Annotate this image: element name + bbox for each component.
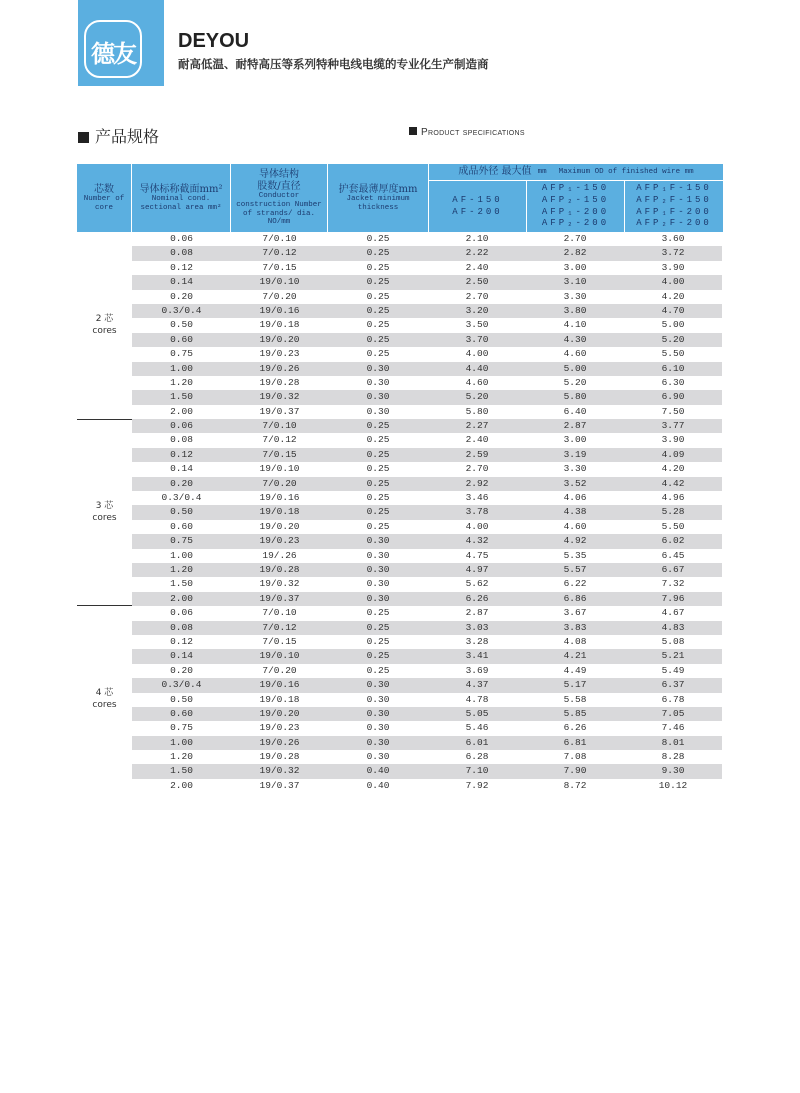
area-cell: 1.00 <box>170 362 193 374</box>
conductor-cell: 19/0.10 <box>259 650 300 662</box>
table-row <box>132 592 722 606</box>
conductor-cell: 7/0.10 <box>262 233 297 244</box>
conductor-cell: 19/0.37 <box>259 405 300 417</box>
od-afpf-cell: 5.00 <box>661 319 685 331</box>
od-afpf-cell: 7.05 <box>661 707 685 719</box>
conductor-cell: 19/0.16 <box>259 492 300 504</box>
table-row <box>132 549 722 563</box>
header-area: 导体标称截面mm² Nominal cond. sectional area mm² <box>132 164 230 232</box>
area-cell: 0.3/0.4 <box>161 679 202 691</box>
od-afpf-cell: 6.30 <box>661 376 685 388</box>
area-cell: 1.00 <box>170 549 193 561</box>
area-cell: 0.08 <box>170 621 193 633</box>
area-cell: 0.75 <box>170 722 193 734</box>
od-afpf-cell: 4.96 <box>661 492 685 504</box>
conductor-cell: 19/0.37 <box>259 779 300 791</box>
od-afpf-cell: 4.09 <box>661 448 685 460</box>
table-row <box>132 764 722 778</box>
area-cell: 0.50 <box>170 693 193 705</box>
od-af-cell: 5.46 <box>465 722 489 734</box>
table-row <box>132 721 722 735</box>
area-cell: 0.14 <box>170 463 193 475</box>
od-afpf-cell: 10.12 <box>658 779 688 791</box>
od-afpf-cell: 4.20 <box>661 463 685 475</box>
table-row <box>132 318 722 332</box>
table-row <box>132 678 722 692</box>
table-row <box>132 419 722 433</box>
od-af-cell: 7.92 <box>465 779 489 791</box>
jacket-cell: 0.25 <box>366 333 390 345</box>
od-afp-cell: 5.00 <box>563 362 587 374</box>
table-row <box>132 275 722 289</box>
table-row <box>132 246 722 260</box>
od-afp-cell: 2.70 <box>563 233 587 244</box>
od-afpf-cell: 4.00 <box>661 276 685 288</box>
conductor-cell: 19/0.16 <box>259 304 300 316</box>
conductor-cell: 19/0.10 <box>259 463 300 475</box>
od-afp-cell: 7.08 <box>563 751 587 763</box>
od-afpf-cell: 4.20 <box>661 290 685 302</box>
area-cell: 0.12 <box>170 448 193 460</box>
header-type-afp: AFP₁-150 AFP₂-150 AFP₁-200 AFP₂-200 <box>527 181 624 232</box>
table-row <box>132 563 722 577</box>
table-row <box>132 433 722 447</box>
conductor-cell: 19/.26 <box>262 549 297 561</box>
header-conductor: 导体结构 股数/直径 Conductor construction Number of strands/ dia. NO/mm <box>231 164 327 232</box>
od-afpf-cell: 7.32 <box>661 578 685 590</box>
od-afp-cell: 6.26 <box>563 722 587 734</box>
header-type-afpf: AFP₁F-150 AFP₂F-150 AFP₁F-200 AFP₂F-200 <box>625 181 723 232</box>
conductor-cell: 7/0.10 <box>262 420 297 432</box>
od-afp-cell: 4.49 <box>563 664 587 676</box>
conductor-cell: 19/0.20 <box>259 707 300 719</box>
logo <box>78 0 164 86</box>
od-afpf-cell: 3.72 <box>661 247 685 259</box>
od-af-cell: 5.62 <box>465 578 489 590</box>
od-afp-cell: 2.87 <box>563 420 587 432</box>
od-af-cell: 4.00 <box>465 520 489 532</box>
table-row <box>132 304 722 318</box>
jacket-cell: 0.40 <box>366 765 390 777</box>
conductor-cell: 19/0.10 <box>259 276 300 288</box>
area-cell: 0.06 <box>170 420 193 432</box>
conductor-cell: 7/0.15 <box>262 261 297 273</box>
jacket-cell: 0.25 <box>366 348 390 360</box>
area-cell: 0.75 <box>170 348 193 360</box>
jacket-cell: 0.25 <box>366 492 390 504</box>
od-afp-cell: 5.17 <box>563 679 587 691</box>
od-afpf-cell: 7.96 <box>661 592 685 604</box>
conductor-cell: 7/0.15 <box>262 635 297 647</box>
od-af-cell: 7.10 <box>465 765 489 777</box>
od-afp-cell: 5.35 <box>563 549 587 561</box>
jacket-cell: 0.30 <box>366 563 390 575</box>
conductor-cell: 19/0.20 <box>259 333 300 345</box>
od-afpf-cell: 7.46 <box>661 722 685 734</box>
od-afpf-cell: 6.37 <box>661 679 685 691</box>
area-cell: 0.3/0.4 <box>161 304 202 316</box>
area-cell: 0.3/0.4 <box>161 492 202 504</box>
conductor-cell: 19/0.37 <box>259 592 300 604</box>
core-group-label: 3 芯 cores <box>92 501 117 523</box>
od-af-cell: 5.05 <box>465 707 489 719</box>
jacket-cell: 0.30 <box>366 592 390 604</box>
jacket-cell: 0.30 <box>366 376 390 388</box>
od-af-cell: 4.97 <box>465 563 489 575</box>
conductor-cell: 19/0.28 <box>259 563 300 575</box>
od-af-cell: 2.10 <box>465 233 489 244</box>
od-af-cell: 4.75 <box>465 549 489 561</box>
od-af-cell: 2.92 <box>465 477 489 489</box>
jacket-cell: 0.25 <box>366 448 390 460</box>
logo-badge <box>84 20 142 78</box>
table-row <box>132 362 722 376</box>
od-afp-cell: 3.67 <box>563 607 587 619</box>
square-bullet-icon <box>409 127 417 135</box>
od-afpf-cell: 5.21 <box>661 650 685 662</box>
od-afpf-cell: 5.28 <box>661 506 685 518</box>
table-row <box>132 520 722 534</box>
od-afpf-cell: 6.90 <box>661 391 685 403</box>
table-row <box>132 534 722 548</box>
table-row <box>132 390 722 404</box>
od-afp-cell: 6.86 <box>563 592 587 604</box>
od-af-cell: 2.59 <box>465 448 489 460</box>
od-afp-cell: 4.10 <box>563 319 587 331</box>
od-afp-cell: 8.72 <box>563 779 587 791</box>
od-afp-cell: 4.60 <box>563 348 587 360</box>
table-row <box>132 347 722 361</box>
od-af-cell: 2.40 <box>465 261 489 273</box>
area-cell: 0.60 <box>170 520 193 532</box>
od-af-cell: 3.70 <box>465 333 489 345</box>
od-afpf-cell: 4.67 <box>661 607 685 619</box>
od-af-cell: 4.60 <box>465 376 489 388</box>
logo-text: 德友 <box>91 40 135 68</box>
jacket-cell: 0.25 <box>366 506 390 518</box>
od-afpf-cell: 6.67 <box>661 563 685 575</box>
conductor-cell: 19/0.20 <box>259 520 300 532</box>
jacket-cell: 0.25 <box>366 664 390 676</box>
jacket-cell: 0.25 <box>366 463 390 475</box>
jacket-cell: 0.30 <box>366 751 390 763</box>
header-type-af: AF-150 AF-200 <box>429 181 526 232</box>
conductor-cell: 19/0.18 <box>259 319 300 331</box>
area-cell: 0.60 <box>170 707 193 719</box>
area-cell: 0.12 <box>170 261 193 273</box>
jacket-cell: 0.25 <box>366 650 390 662</box>
table-row <box>132 376 722 390</box>
od-afp-cell: 4.08 <box>563 635 587 647</box>
jacket-cell: 0.25 <box>366 621 390 633</box>
jacket-cell: 0.30 <box>366 578 390 590</box>
od-afpf-cell: 6.78 <box>661 693 685 705</box>
od-afp-cell: 5.20 <box>563 376 587 388</box>
od-afp-cell: 4.30 <box>563 333 587 345</box>
od-af-cell: 2.50 <box>465 276 489 288</box>
conductor-cell: 19/0.32 <box>259 391 300 403</box>
od-afp-cell: 4.60 <box>563 520 587 532</box>
od-af-cell: 3.41 <box>465 650 489 662</box>
brand-name: DEYOU <box>178 30 250 52</box>
od-af-cell: 2.27 <box>465 420 489 432</box>
conductor-cell: 7/0.10 <box>262 607 297 619</box>
header-cores: 芯数 Number of core <box>77 164 131 232</box>
od-afp-cell: 4.06 <box>563 492 587 504</box>
table-row <box>132 621 722 635</box>
od-afpf-cell: 3.60 <box>661 233 685 244</box>
square-bullet-icon <box>78 132 89 143</box>
conductor-cell: 7/0.12 <box>262 621 297 633</box>
jacket-cell: 0.25 <box>366 434 390 446</box>
area-cell: 2.00 <box>170 405 193 417</box>
od-afp-cell: 3.52 <box>563 477 587 489</box>
table-body <box>132 232 722 793</box>
conductor-cell: 7/0.20 <box>262 664 297 676</box>
conductor-cell: 19/0.28 <box>259 376 300 388</box>
conductor-cell: 19/0.26 <box>259 736 300 748</box>
od-af-cell: 2.70 <box>465 290 489 302</box>
conductor-cell: 19/0.16 <box>259 679 300 691</box>
table-row <box>132 405 722 419</box>
area-cell: 0.12 <box>170 635 193 647</box>
jacket-cell: 0.30 <box>366 722 390 734</box>
od-afp-cell: 6.40 <box>563 405 587 417</box>
section-title-en: Product specifications <box>409 127 525 138</box>
od-afp-cell: 4.21 <box>563 650 587 662</box>
jacket-cell: 0.25 <box>366 607 390 619</box>
od-af-cell: 4.37 <box>465 679 489 691</box>
header-max-od: 成品外径 最大值 mm Maximum OD of finished wire mm <box>429 164 723 180</box>
jacket-cell: 0.30 <box>366 535 390 547</box>
area-cell: 1.50 <box>170 391 193 403</box>
table-row <box>132 448 722 462</box>
table-row <box>132 491 722 505</box>
od-af-cell: 4.32 <box>465 535 489 547</box>
od-af-cell: 3.20 <box>465 304 489 316</box>
od-af-cell: 6.26 <box>465 592 489 604</box>
od-af-cell: 6.01 <box>465 736 489 748</box>
od-afpf-cell: 3.90 <box>661 434 685 446</box>
jacket-cell: 0.25 <box>366 247 390 259</box>
conductor-cell: 19/0.28 <box>259 751 300 763</box>
jacket-cell: 0.25 <box>366 276 390 288</box>
od-afpf-cell: 4.83 <box>661 621 685 633</box>
area-cell: 0.50 <box>170 319 193 331</box>
conductor-cell: 19/0.23 <box>259 535 300 547</box>
od-afpf-cell: 5.20 <box>661 333 685 345</box>
jacket-cell: 0.30 <box>366 405 390 417</box>
conductor-cell: 19/0.18 <box>259 693 300 705</box>
jacket-cell: 0.40 <box>366 779 390 791</box>
area-cell: 0.20 <box>170 477 193 489</box>
core-group-label: 2 芯 cores <box>92 314 117 336</box>
table-row <box>132 707 722 721</box>
area-cell: 1.20 <box>170 376 193 388</box>
area-cell: 0.14 <box>170 650 193 662</box>
od-af-cell: 6.28 <box>465 751 489 763</box>
od-af-cell: 5.20 <box>465 391 489 403</box>
od-af-cell: 2.70 <box>465 463 489 475</box>
od-afp-cell: 5.80 <box>563 391 587 403</box>
area-cell: 1.50 <box>170 765 193 777</box>
jacket-cell: 0.30 <box>366 362 390 374</box>
area-cell: 0.75 <box>170 535 193 547</box>
od-afp-cell: 5.57 <box>563 563 587 575</box>
table-row <box>132 606 722 620</box>
jacket-cell: 0.30 <box>366 391 390 403</box>
od-afpf-cell: 4.42 <box>661 477 685 489</box>
table-row <box>132 779 722 793</box>
jacket-cell: 0.30 <box>366 736 390 748</box>
od-afp-cell: 2.82 <box>563 247 587 259</box>
od-afpf-cell: 6.45 <box>661 549 685 561</box>
jacket-cell: 0.25 <box>366 304 390 316</box>
conductor-cell: 7/0.20 <box>262 290 297 302</box>
od-af-cell: 3.03 <box>465 621 489 633</box>
od-af-cell: 3.69 <box>465 664 489 676</box>
od-afpf-cell: 3.77 <box>661 420 685 432</box>
od-afpf-cell: 5.49 <box>661 664 685 676</box>
od-afpf-cell: 6.02 <box>661 535 685 547</box>
area-cell: 0.20 <box>170 290 193 302</box>
jacket-cell: 0.25 <box>366 477 390 489</box>
conductor-cell: 19/0.32 <box>259 578 300 590</box>
od-af-cell: 5.80 <box>465 405 489 417</box>
od-afp-cell: 6.22 <box>563 578 587 590</box>
od-afpf-cell: 8.28 <box>661 751 685 763</box>
area-cell: 0.06 <box>170 233 193 244</box>
conductor-cell: 19/0.26 <box>259 362 300 374</box>
table-row <box>132 635 722 649</box>
table-row <box>132 333 722 347</box>
group-divider <box>77 605 132 606</box>
conductor-cell: 19/0.18 <box>259 506 300 518</box>
jacket-cell: 0.25 <box>366 290 390 302</box>
table-row <box>132 693 722 707</box>
od-afp-cell: 3.19 <box>563 448 587 460</box>
table-row <box>132 462 722 476</box>
area-cell: 0.14 <box>170 276 193 288</box>
area-cell: 1.20 <box>170 563 193 575</box>
od-afp-cell: 5.85 <box>563 707 587 719</box>
od-afp-cell: 7.90 <box>563 765 587 777</box>
od-af-cell: 4.78 <box>465 693 489 705</box>
table-row <box>132 505 722 519</box>
table-row <box>132 232 722 246</box>
area-cell: 0.60 <box>170 333 193 345</box>
od-af-cell: 4.00 <box>465 348 489 360</box>
od-afp-cell: 6.81 <box>563 736 587 748</box>
jacket-cell: 0.30 <box>366 693 390 705</box>
od-afp-cell: 3.10 <box>563 276 587 288</box>
od-af-cell: 3.46 <box>465 492 489 504</box>
jacket-cell: 0.25 <box>366 520 390 532</box>
od-afpf-cell: 5.08 <box>661 635 685 647</box>
area-cell: 0.06 <box>170 607 193 619</box>
table-row <box>132 261 722 275</box>
od-af-cell: 2.22 <box>465 247 489 259</box>
conductor-cell: 7/0.12 <box>262 247 297 259</box>
table-row <box>132 649 722 663</box>
area-cell: 0.50 <box>170 506 193 518</box>
conductor-cell: 7/0.15 <box>262 448 297 460</box>
jacket-cell: 0.25 <box>366 319 390 331</box>
jacket-cell: 0.25 <box>366 233 390 244</box>
header-jacket: 护套最薄厚度mm Jacket minimum thickness <box>328 164 428 232</box>
od-afpf-cell: 7.50 <box>661 405 685 417</box>
od-afp-cell: 3.30 <box>563 290 587 302</box>
table-row <box>132 750 722 764</box>
od-afp-cell: 3.30 <box>563 463 587 475</box>
jacket-cell: 0.25 <box>366 261 390 273</box>
od-afp-cell: 3.80 <box>563 304 587 316</box>
table-row <box>132 664 722 678</box>
od-afpf-cell: 5.50 <box>661 348 685 360</box>
od-af-cell: 2.40 <box>465 434 489 446</box>
tagline: 耐高低温、耐特高压等系列特种电线电缆的专业化生产制造商 <box>178 57 489 71</box>
group-divider <box>77 419 132 420</box>
od-afp-cell: 3.00 <box>563 261 587 273</box>
od-af-cell: 4.40 <box>465 362 489 374</box>
table-row <box>132 736 722 750</box>
conductor-cell: 19/0.32 <box>259 765 300 777</box>
area-cell: 0.08 <box>170 434 193 446</box>
od-afp-cell: 4.92 <box>563 535 587 547</box>
table-row <box>132 290 722 304</box>
area-cell: 0.20 <box>170 664 193 676</box>
od-af-cell: 2.87 <box>465 607 489 619</box>
area-cell: 2.00 <box>170 779 193 791</box>
table-row <box>132 477 722 491</box>
jacket-cell: 0.30 <box>366 549 390 561</box>
conductor-cell: 19/0.23 <box>259 348 300 360</box>
table-header <box>77 164 723 232</box>
od-afp-cell: 3.83 <box>563 621 587 633</box>
area-cell: 1.00 <box>170 736 193 748</box>
jacket-cell: 0.30 <box>366 707 390 719</box>
od-afp-cell: 5.58 <box>563 693 587 705</box>
area-cell: 2.00 <box>170 592 193 604</box>
od-afpf-cell: 3.90 <box>661 261 685 273</box>
table-row <box>132 577 722 591</box>
jacket-cell: 0.25 <box>366 420 390 432</box>
conductor-cell: 7/0.20 <box>262 477 297 489</box>
jacket-cell: 0.25 <box>366 635 390 647</box>
area-cell: 1.50 <box>170 578 193 590</box>
od-afpf-cell: 6.10 <box>661 362 685 374</box>
core-group-label: 4 芯 cores <box>92 688 117 710</box>
od-af-cell: 3.78 <box>465 506 489 518</box>
jacket-cell: 0.30 <box>366 679 390 691</box>
od-af-cell: 3.28 <box>465 635 489 647</box>
conductor-cell: 7/0.12 <box>262 434 297 446</box>
conductor-cell: 19/0.23 <box>259 722 300 734</box>
od-afpf-cell: 4.70 <box>661 304 685 316</box>
section-title-cn: 产品规格 <box>78 124 159 147</box>
od-afpf-cell: 5.50 <box>661 520 685 532</box>
od-afpf-cell: 9.30 <box>661 765 685 777</box>
od-af-cell: 3.50 <box>465 319 489 331</box>
od-afpf-cell: 8.01 <box>661 736 685 748</box>
od-afp-cell: 3.00 <box>563 434 587 446</box>
area-cell: 0.08 <box>170 247 193 259</box>
od-afp-cell: 4.38 <box>563 506 587 518</box>
area-cell: 1.20 <box>170 751 193 763</box>
